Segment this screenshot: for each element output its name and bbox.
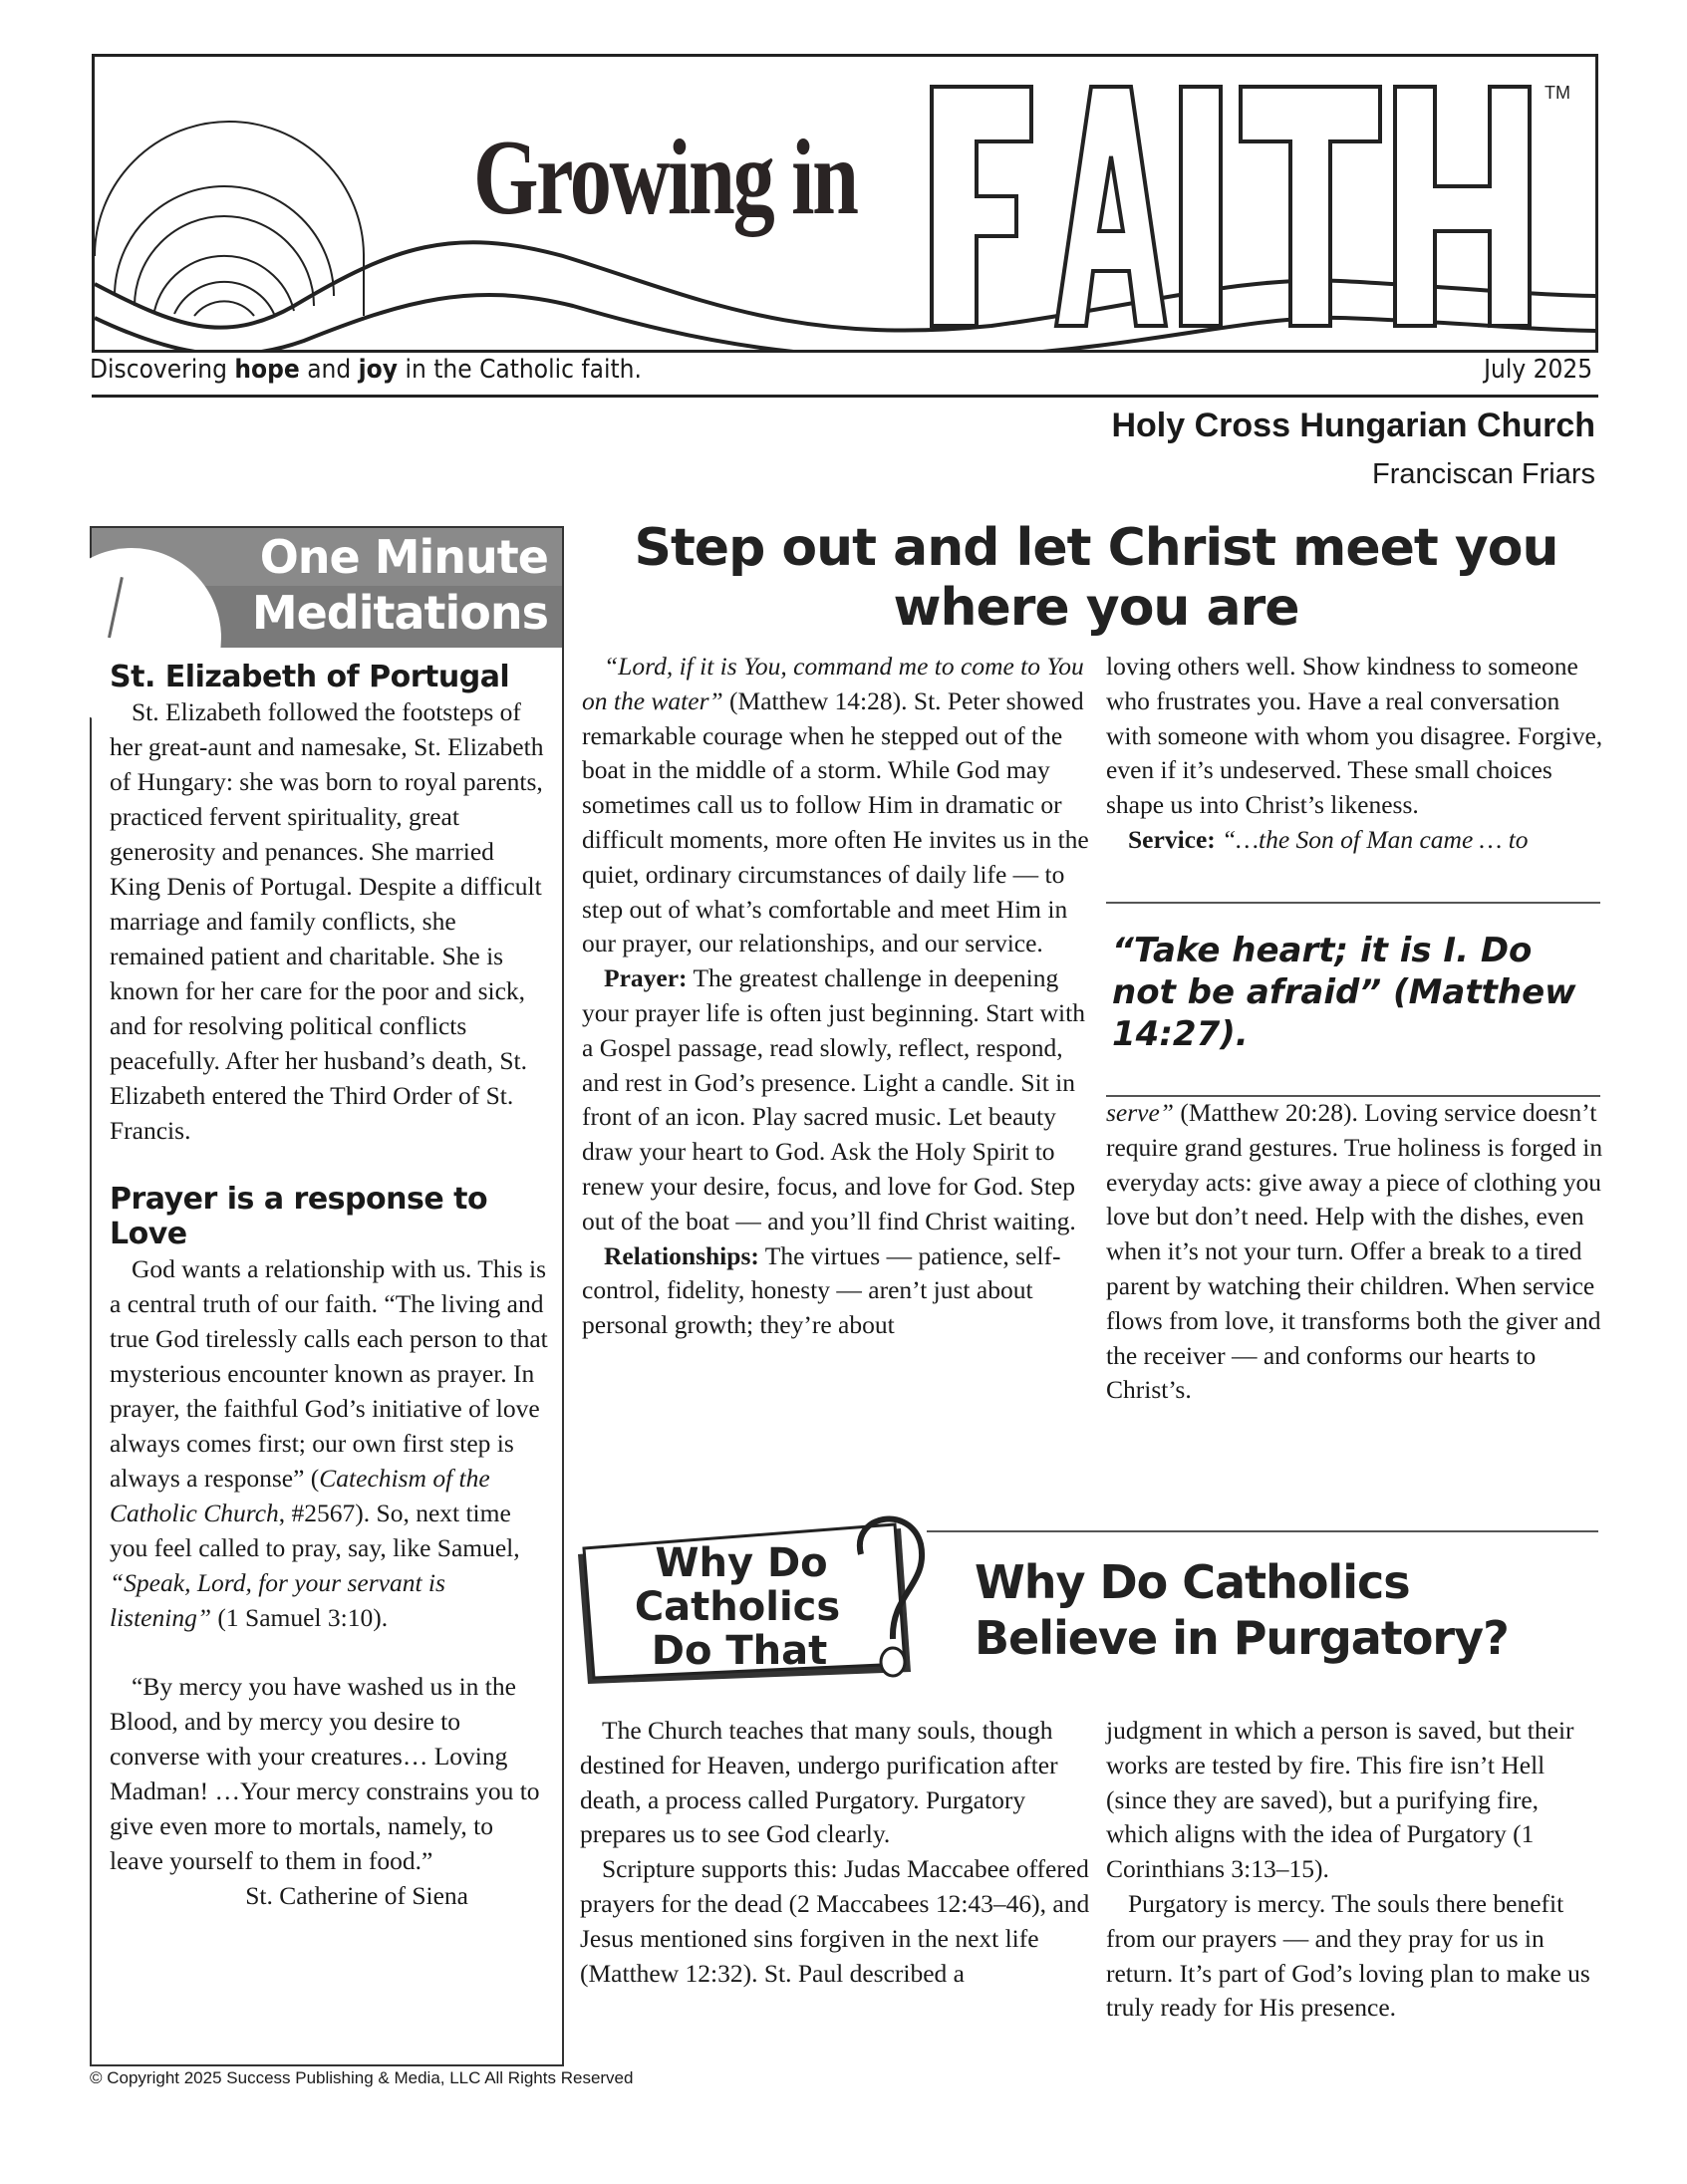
faith-block-letters	[932, 87, 1530, 326]
section-title: Why Do Catholics Believe in Purgatory?	[975, 1555, 1509, 1665]
why-do-catholics-badge	[572, 1514, 951, 1684]
parish-name: Holy Cross Hungarian Church	[1111, 407, 1595, 444]
purgatory-column-2: judgment in which a person is saved, but their works are tested by fire. This fire isn’t Hell (since they are saved), but a purifying fire, which aligns with the idea of Purgatory (1 Corinthians 3:13–15). Purgatory is mercy. The souls there benefit from our prayers — and they pray for us in return. It’s part of God’s loving plan to make us truly ready for His presence.	[1106, 1716, 1590, 2023]
svg-text:Do That: Do That	[651, 1628, 828, 1674]
divider	[927, 1530, 1598, 1532]
article-column-1: “Lord, if it is You, command me to come to You on the water” (Matthew 14:28). St. Peter showed remarkable courage when he stepped out of the boat in the middle of a storm. While God may sometimes call us to follow Him in dramatic or difficult moments, more often He invites us in the quiet, ordinary circumstances of daily life — to step out of what’s comfortable and meet Him in our prayer, our relationships, and our service. Prayer: The greatest challenge in deepening your prayer life is often just beginning. Start with a Gospel passage, read slowly, reflect, respond, and rest in God’s presence. Light a candle. Sit in front of an icon. Play sacred music. Let beauty draw your heart to God. Ask the Holy Spirit to renew your desire, focus, and love for God. Step out of the boat — and you’ll find Christ waiting. Relationships: The virtues — patience, self-control, fidelity, honesty — aren’t just about personal growth; they’re about	[582, 652, 1089, 1340]
copyright-notice: © Copyright 2025 Success Publishing & Media, LLC All Rights Reserved	[90, 2068, 634, 2087]
sidebar-header	[92, 528, 562, 648]
one-minute-meditations-sidebar	[90, 526, 564, 2066]
divider	[92, 395, 1598, 398]
parish-subtitle: Franciscan Friars	[1372, 458, 1595, 490]
sidebar-title-line1: One Minute	[259, 530, 548, 584]
section-heading: Prayer is a response to Love	[110, 1182, 488, 1251]
section-body: St. Elizabeth followed the footsteps of her great-aunt and namesake, St. Elizabeth of Hungary: she was born to royal parents, practiced fervent spirituality, great generosity and penances. She married King Denis of Portugal. Despite a difficult marriage and family conflicts, she remained patient and charitable. She is known for her care for the poor and sick, and for resolving political conflicts peacefully. After her husband’s death, St. Elizabeth entered the Third Order of St. Francis.	[110, 697, 544, 1145]
purgatory-column-1: The Church teaches that many souls, though destined for Heaven, undergo purification after death, a process called Purgatory. Purgatory prepares us to see God clearly. Scripture supports this: Judas Maccabee offered prayers for the dead (2 Maccabees 12:43–46), and Jesus mentioned sins forgiven in the next life (Matthew 12:32). St. Paul described a	[580, 1716, 1090, 1988]
svg-text:Why Do: Why Do	[655, 1540, 828, 1586]
tagline: Discovering hope and joy in the Catholic faith.	[90, 355, 642, 385]
masthead-title: Growing in	[473, 119, 857, 237]
article-column-2-continued: serve” (Matthew 20:28). Loving service doesn’t require grand gestures. True holiness is forged in everyday acts: give away a piece of clothing you love but don’t need. Help with the dishes, even when it’s not your turn. Offer a break to a tired parent by watching their children. When service flows from love, it transforms both the giver and the receiver — and conforms our hearts to Christ’s.	[1106, 1098, 1603, 1405]
sidebar-title-line2: Meditations	[251, 586, 548, 640]
quote-attribution: St. Catherine of Siena	[245, 1881, 468, 1910]
saint-quote: “By mercy you have washed us in the Blood, and by mercy you desire to converse with your creatures… Loving Madman! …Your mercy constrains you to give even more to mortals, namely, to leave yourself to them in food.”	[110, 1672, 540, 1875]
section-body: God wants a relationship with us. This is a central truth of our faith. “The living and true God tirelessly calls each person to that mysterious encounter known as prayer. In prayer, the faithful God’s initiative of love always comes first; our own first step is always a response” (Catechism of the Catholic Church, #2567). So, next time you feel called to pray, say, like Samuel, “Speak, Lord, for your servant is listening” (1 Samuel 3:10).	[110, 1254, 548, 1632]
issue-date: July 2025	[1483, 355, 1592, 385]
masthead-banner	[92, 54, 1598, 353]
article-headline: Step out and let Christ meet you where you are	[634, 518, 1558, 638]
svg-text:Catholics: Catholics	[634, 1584, 841, 1630]
svg-text:TM: TM	[1545, 83, 1570, 103]
section-heading: St. Elizabeth of Portugal	[110, 660, 510, 694]
article-column-2: loving others well. Show kindness to someone who frustrates you. Have a real conversation with someone with whom you disagree. Forgive, even if it’s undeserved. These small choices shape us into Christ’s likeness. Service: “…the Son of Man came … to	[1106, 652, 1603, 854]
pull-quote: “Take heart; it is I. Do not be afraid” (Matthew 14:27).	[1106, 902, 1600, 1097]
